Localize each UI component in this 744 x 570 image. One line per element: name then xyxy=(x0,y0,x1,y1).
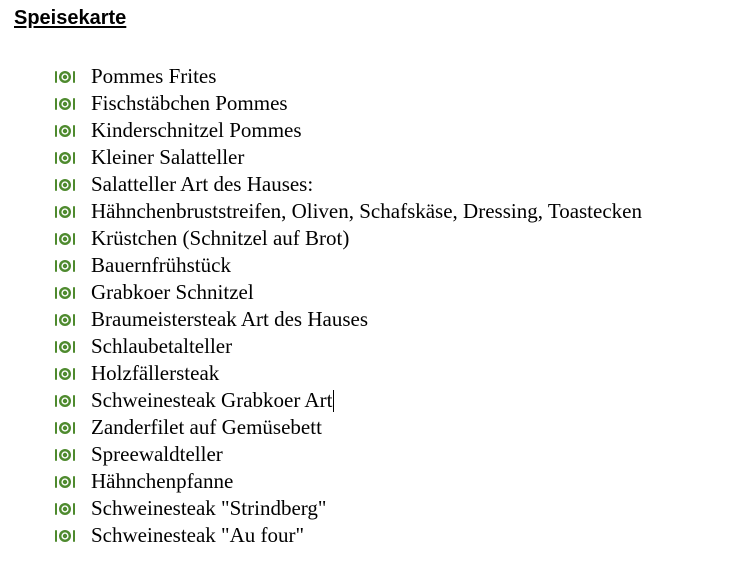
list-item-text[interactable]: Grabkoer Schnitzel xyxy=(91,280,254,304)
plate-with-cutlery-icon xyxy=(54,421,76,435)
list-item-text[interactable]: Zanderfilet auf Gemüsebett xyxy=(91,415,322,439)
list-item[interactable] xyxy=(54,279,642,306)
plate-with-cutlery-icon xyxy=(54,313,76,327)
list-item[interactable] xyxy=(54,225,642,252)
plate-with-cutlery-icon xyxy=(54,97,76,111)
list-item[interactable] xyxy=(54,468,642,495)
list-item-text[interactable]: Spreewaldteller xyxy=(91,442,223,466)
plate-with-cutlery-icon xyxy=(54,205,76,219)
list-item[interactable] xyxy=(54,117,642,144)
list-item-text[interactable]: Kleiner Salatteller xyxy=(91,145,245,169)
list-item-text[interactable]: Schlaubetalteller xyxy=(91,334,233,358)
list-item-text[interactable]: Hähnchenbruststreifen, Oliven, Schafskäse, Dressing, Toastecken xyxy=(91,199,642,223)
list-item-text[interactable]: Kinderschnitzel Pommes xyxy=(91,118,302,142)
menu-heading[interactable]: Speisekarte xyxy=(14,7,127,29)
list-item[interactable] xyxy=(54,144,642,171)
list-item-text[interactable]: Schweinesteak "Strindberg" xyxy=(91,496,327,520)
list-item-text[interactable]: Fischstäbchen Pommes xyxy=(91,91,288,115)
plate-with-cutlery-icon xyxy=(54,151,76,165)
list-item[interactable] xyxy=(54,252,642,279)
plate-with-cutlery-icon xyxy=(54,340,76,354)
plate-with-cutlery-icon xyxy=(54,367,76,381)
plate-with-cutlery-icon xyxy=(54,448,76,462)
list-item[interactable] xyxy=(54,387,642,414)
plate-with-cutlery-icon xyxy=(54,259,76,273)
plate-with-cutlery-icon xyxy=(54,502,76,516)
plate-with-cutlery-icon xyxy=(54,286,76,300)
plate-with-cutlery-icon xyxy=(54,70,76,84)
list-item[interactable] xyxy=(54,360,642,387)
list-item[interactable] xyxy=(54,171,642,198)
list-item-text[interactable]: Schweinesteak "Au four" xyxy=(91,523,305,547)
plate-with-cutlery-icon xyxy=(54,475,76,489)
list-item[interactable] xyxy=(54,441,642,468)
plate-with-cutlery-icon xyxy=(54,529,76,543)
menu-list xyxy=(54,63,642,549)
list-item-text[interactable]: Pommes Frites xyxy=(91,64,217,88)
list-item[interactable] xyxy=(54,522,642,549)
plate-with-cutlery-icon xyxy=(54,124,76,138)
list-item[interactable] xyxy=(54,198,642,225)
list-item-text[interactable]: Krüstchen (Schnitzel auf Brot) xyxy=(91,226,350,250)
list-item[interactable] xyxy=(54,306,642,333)
text-cursor xyxy=(333,390,334,412)
list-item-text[interactable]: Salatteller Art des Hauses: xyxy=(91,172,314,196)
list-item-text[interactable]: Hähnchenpfanne xyxy=(91,469,234,493)
list-item[interactable] xyxy=(54,63,642,90)
plate-with-cutlery-icon xyxy=(54,178,76,192)
list-item[interactable] xyxy=(54,90,642,117)
plate-with-cutlery-icon xyxy=(54,394,76,408)
list-item[interactable] xyxy=(54,333,642,360)
list-item-text[interactable]: Braumeistersteak Art des Hauses xyxy=(91,307,369,331)
list-item-text[interactable]: Schweinesteak Grabkoer Art xyxy=(91,388,333,412)
list-item[interactable] xyxy=(54,495,642,522)
plate-with-cutlery-icon xyxy=(54,232,76,246)
list-item-text[interactable]: Bauernfrühstück xyxy=(91,253,231,277)
list-item-text[interactable]: Holzfällersteak xyxy=(91,361,220,385)
list-item[interactable] xyxy=(54,414,642,441)
